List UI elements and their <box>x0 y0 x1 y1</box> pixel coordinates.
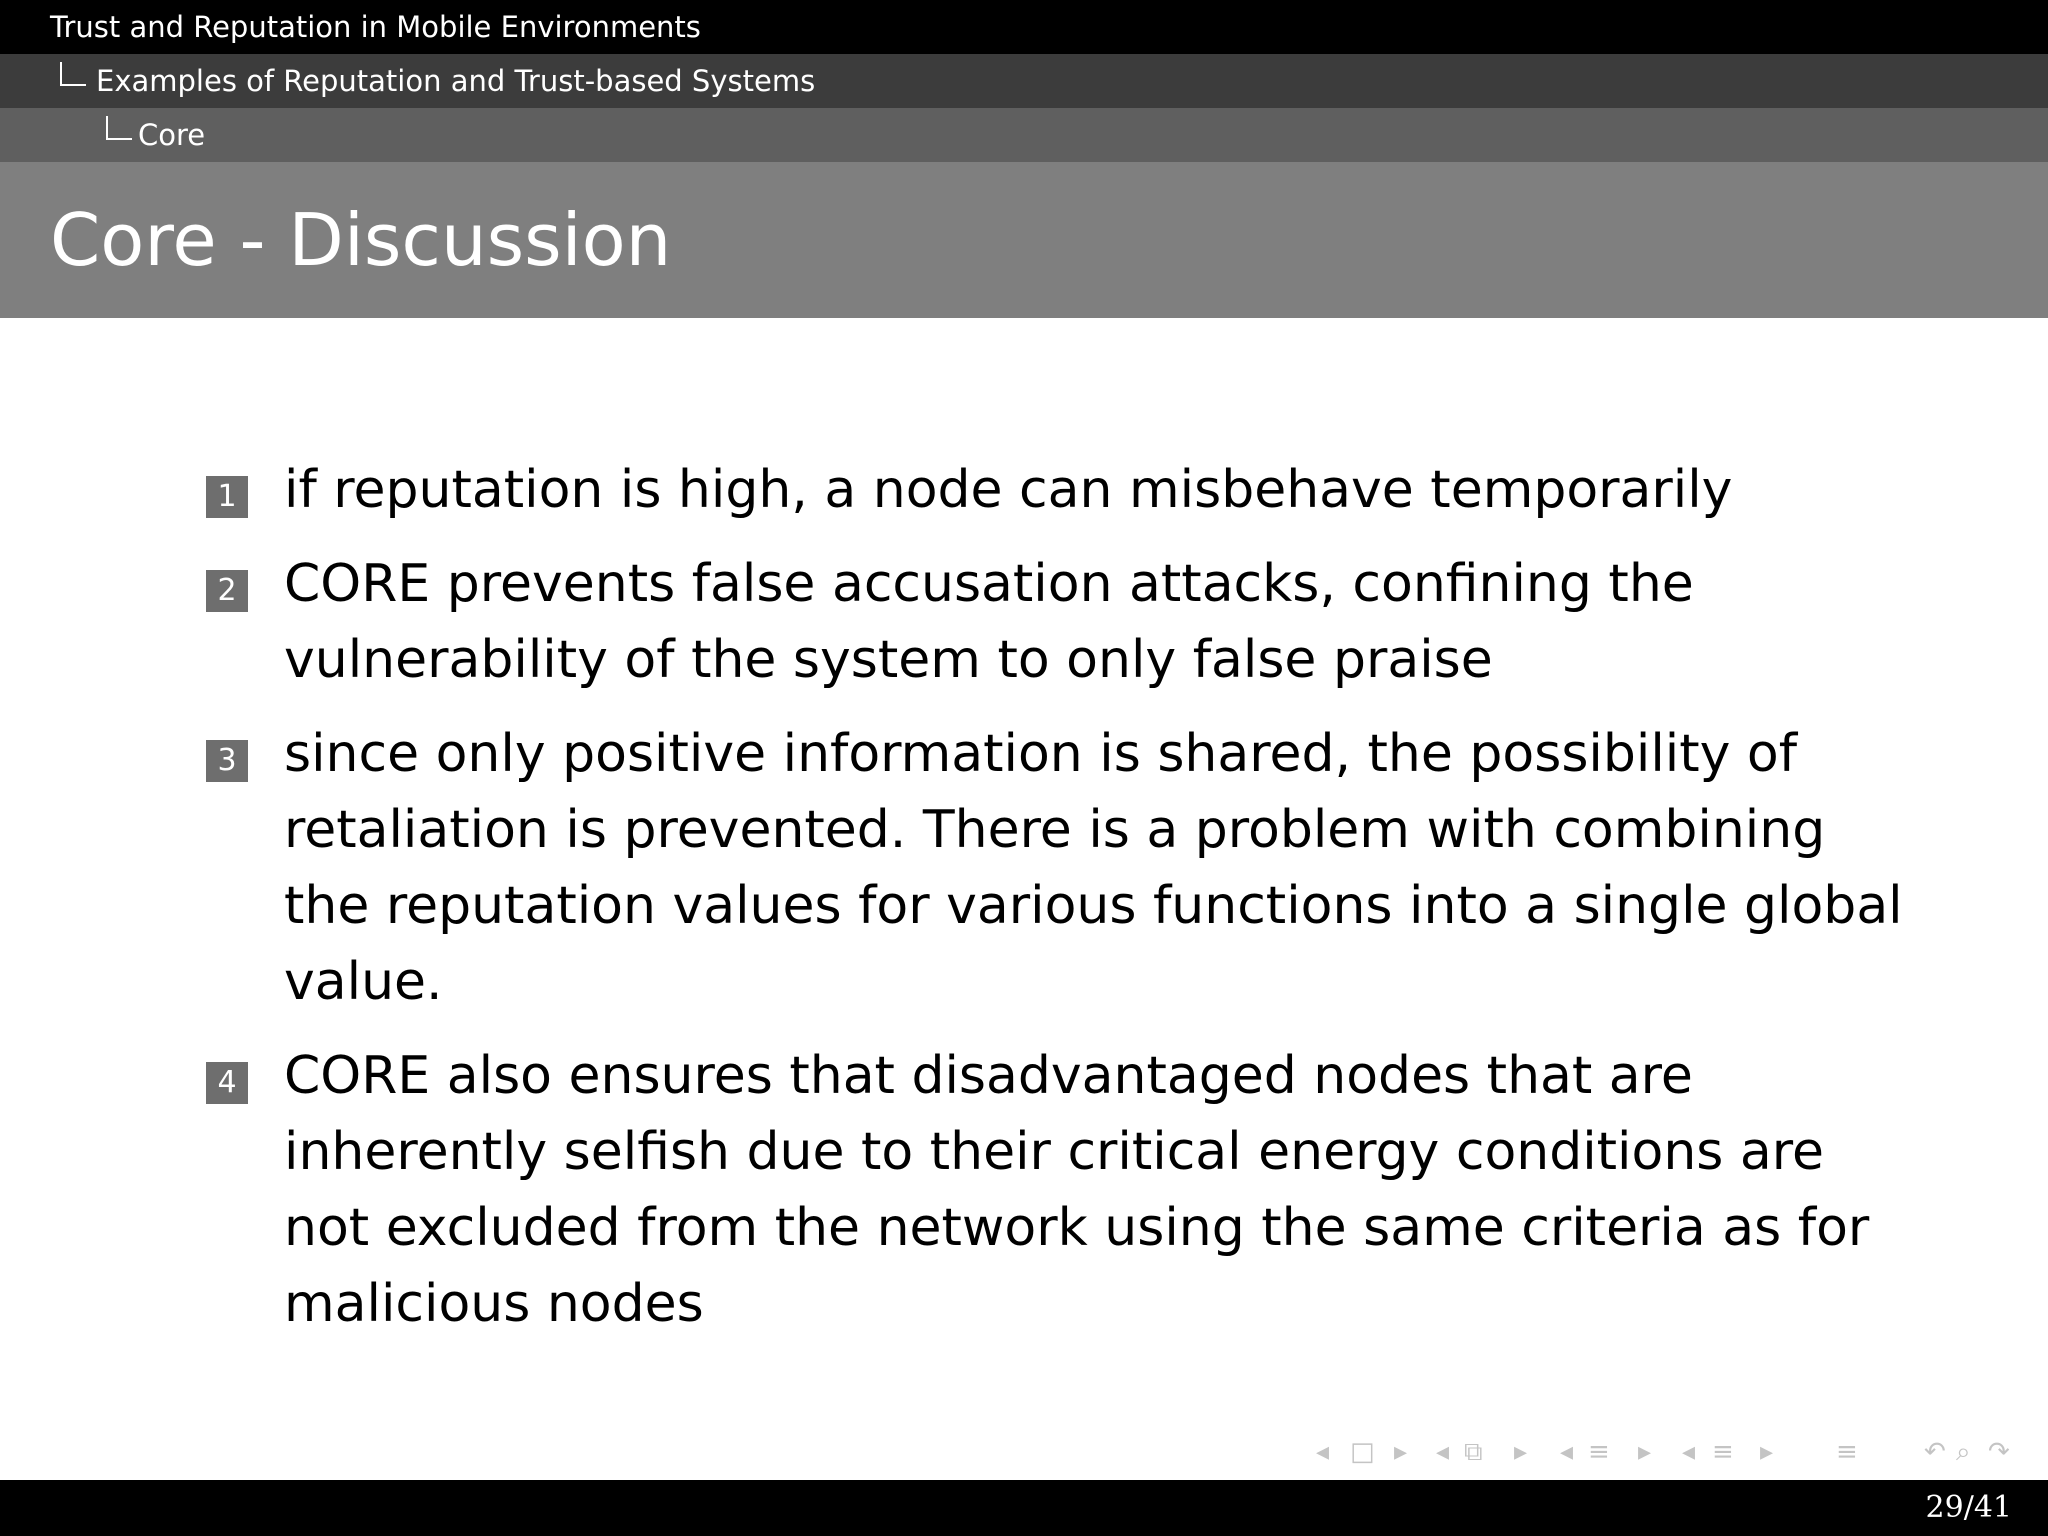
item-number-badge: 3 <box>206 740 248 782</box>
tree-branch-icon <box>106 116 132 140</box>
tree-branch-icon <box>60 62 86 86</box>
item-text: CORE prevents false accusation attacks, confining the vulnerability of the system to only false praise <box>284 554 1694 690</box>
nav-next-arrow-icon[interactable]: ▸ <box>1638 1437 1652 1467</box>
nav-next-arrow-icon[interactable]: ▸ <box>1760 1437 1774 1467</box>
enumerated-list <box>206 452 1906 1360</box>
search-icon[interactable]: ⌕ <box>1956 1437 1971 1467</box>
section-icon[interactable]: ≡ <box>1588 1437 1610 1467</box>
page-number: 29/41 <box>1925 1490 2012 1525</box>
footer-bar <box>0 1480 2048 1536</box>
redo-icon[interactable]: ↷ <box>1988 1437 2010 1467</box>
nav-prev-arrow-icon[interactable]: ◂ <box>1316 1437 1330 1467</box>
presentation-title[interactable]: Trust and Reputation in Mobile Environments <box>50 10 701 44</box>
beamer-navigation-bar <box>1316 1432 2036 1472</box>
item-number-badge: 2 <box>206 570 248 612</box>
list-item <box>206 452 1906 528</box>
item-text: CORE also ensures that disadvantaged nodes that are inherently selfish due to their critical energy conditions are not excluded from the network using the same criteria as for malicious nodes <box>284 1046 1870 1334</box>
item-text: since only positive information is shared, the possibility of retaliation is prevented. There is a problem with combining the reputation values for various functions into a single global value. <box>284 724 1903 1012</box>
nav-prev-arrow-icon[interactable]: ◂ <box>1560 1437 1574 1467</box>
nav-next-arrow-icon[interactable]: ▸ <box>1514 1437 1528 1467</box>
list-item <box>206 716 1906 1020</box>
frame-title-bar <box>0 162 2048 318</box>
section-title[interactable]: Examples of Reputation and Trust-based Systems <box>96 64 816 98</box>
subsection-icon[interactable]: ⧉ <box>1464 1437 1483 1467</box>
list-item <box>206 1038 1906 1342</box>
frame-icon[interactable]: □ <box>1350 1437 1375 1467</box>
presentation-title-bar <box>0 0 2048 54</box>
section-icon[interactable]: ≡ <box>1712 1437 1734 1467</box>
item-number-badge: 4 <box>206 1062 248 1104</box>
item-text: if reputation is high, a node can misbehave temporarily <box>284 460 1733 520</box>
nav-prev-arrow-icon[interactable]: ◂ <box>1436 1437 1450 1467</box>
section-bar <box>0 54 2048 108</box>
nav-next-arrow-icon[interactable]: ▸ <box>1394 1437 1408 1467</box>
item-number-badge: 1 <box>206 476 248 518</box>
subsection-title[interactable]: Core <box>138 118 206 152</box>
frame-title: Core - Discussion <box>50 198 672 282</box>
outline-icon[interactable]: ≡ <box>1836 1437 1858 1467</box>
undo-icon[interactable]: ↶ <box>1924 1437 1946 1467</box>
subsection-bar <box>0 108 2048 162</box>
list-item <box>206 546 1906 698</box>
nav-prev-arrow-icon[interactable]: ◂ <box>1682 1437 1696 1467</box>
